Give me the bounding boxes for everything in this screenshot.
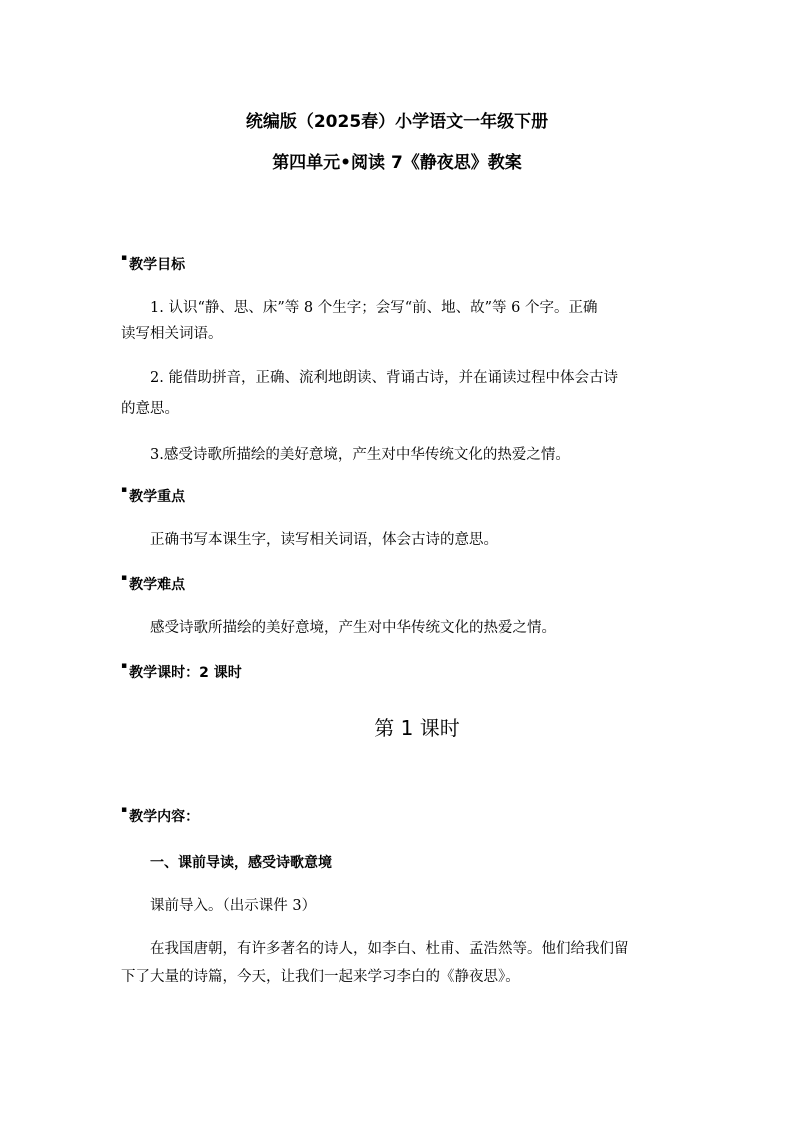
objective-2-line1: 2. 能借助拼音，正确、流利地朗读、背诵古诗，并在诵读过程中体会古诗 [150,370,618,386]
bullet-icon: ▪ [121,805,128,815]
bullet-icon: ▪ [121,661,128,671]
objective-2-line2: 的意思。 [121,401,179,417]
key-points-heading-text: 教学重点 [129,489,186,505]
objectives-heading [121,254,185,274]
doc-title-line1: 统编版（2025春）小学语文一年级下册 [245,112,549,132]
bullet-icon: ▪ [121,253,128,263]
bullet-icon: ▪ [121,485,128,495]
paragraph-line1: 在我国唐朝，有许多著名的诗人，如李白、杜甫、孟浩然等。他们给我们留 [150,941,629,957]
content-heading [121,806,199,826]
intro-text: 课前导入。（出示课件 3） [150,898,317,914]
objectives-heading-text: 教学目标 [129,257,186,273]
section1-heading: 一、课前导读，感受诗歌意境 [150,855,332,871]
doc-title-line2: 第四单元•阅读 7《静夜思》教案 [272,153,522,173]
hours-heading [121,662,242,682]
difficulties-heading [121,574,185,594]
objective-1-line2: 读写相关词语。 [121,326,223,342]
lesson-title: 第 1 课时 [374,716,460,740]
key-points-heading [121,486,185,506]
objective-3: 3.感受诗歌所描绘的美好意境，产生对中华传统文化的热爱之情。 [150,447,570,463]
difficulties-text: 感受诗歌所描绘的美好意境，产生对中华传统文化的热爱之情。 [150,620,556,636]
objective-1-line1: 1. 认识“静、思、床”等 8 个生字；会写“前、地、故”等 6 个字。正确 [150,300,598,316]
difficulties-heading-text: 教学难点 [129,577,186,593]
key-points-text: 正确书写本课生字，读写相关词语，体会古诗的意思。 [150,532,498,548]
paragraph-line2: 下了大量的诗篇，今天，让我们一起来学习李白的《静夜思》。 [121,969,520,985]
bullet-icon: ▪ [121,573,128,583]
hours-heading-text: 教学课时：2 课时 [129,665,242,681]
content-heading-text: 教学内容： [129,809,200,825]
